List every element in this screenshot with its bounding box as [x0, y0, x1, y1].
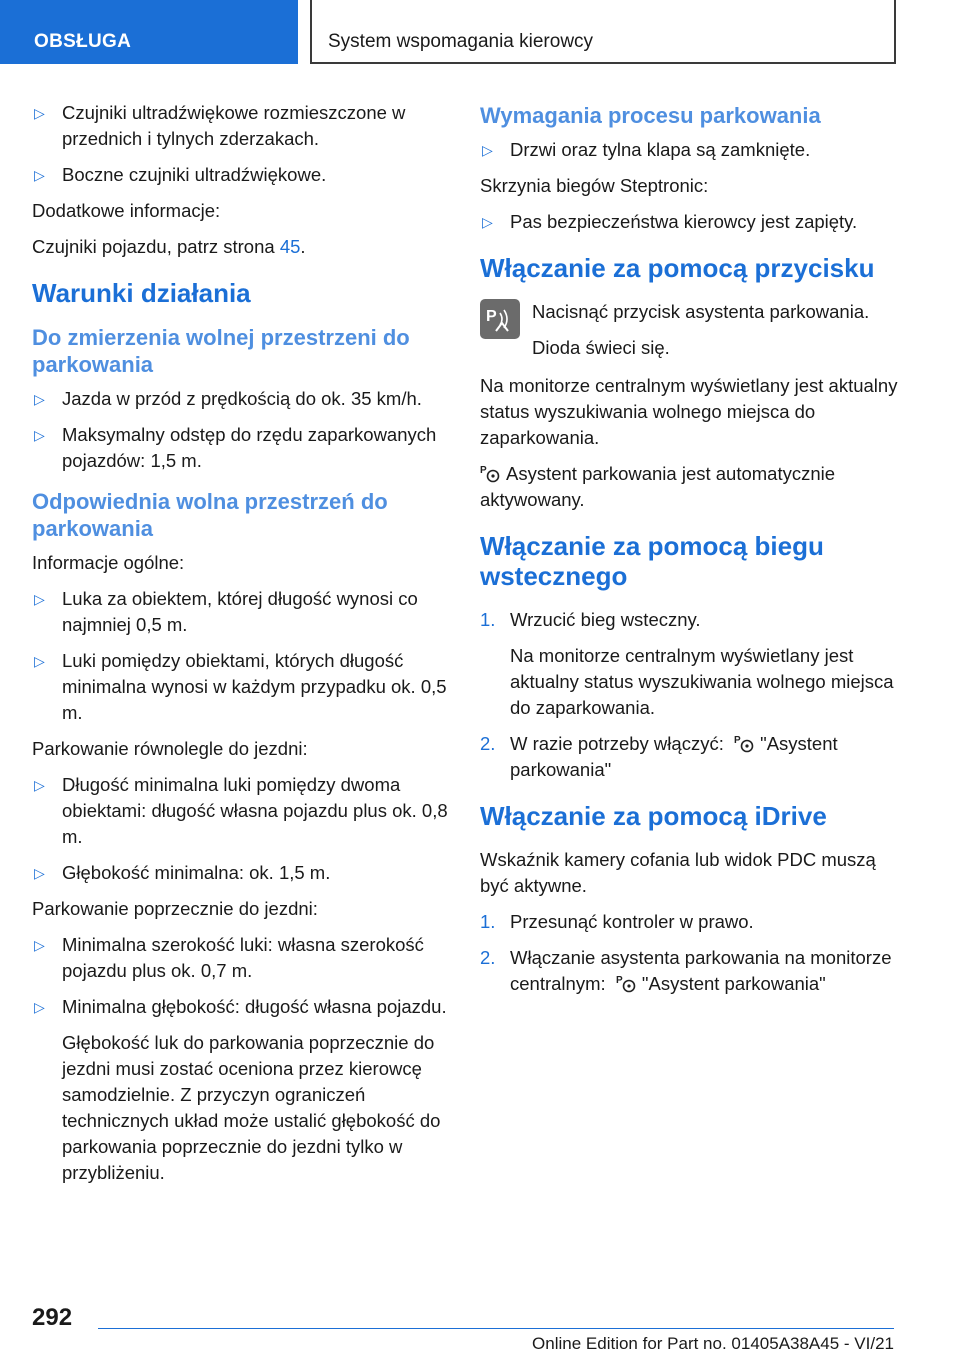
- list-item: 1. Wrzucić bieg wsteczny.: [480, 609, 701, 630]
- monitor-text: Na monitorze centralnym wyświetlany jest aktualny status wyszukiwania wolnego miejsca do zaparkowania.: [480, 375, 898, 448]
- heading-reverse: Włączanie za pomocą biegu wstecznego: [480, 531, 824, 591]
- bullet-triangle-icon: ▷: [34, 937, 45, 953]
- heading-conditions: Warunki działania: [32, 278, 251, 308]
- bullet-triangle-icon: ▷: [34, 999, 45, 1015]
- list-item: ▷ Minimalna głębokość: długość własna pojazdu.: [32, 994, 452, 1020]
- perp-label: Parkowanie poprzecznie do jezdni:: [32, 898, 318, 919]
- list-item: ▷ Pas bezpieczeństwa kierowcy jest zapięty.: [480, 209, 900, 235]
- button-instruction: P Nacisnąć przycisk asystenta parkowania. Dioda świeci się.: [480, 299, 900, 361]
- general-label: Informacje ogólne:: [32, 552, 185, 573]
- list-item: ▷ Luka za obiektem, której długość wynosi co najmniej 0,5 m.: [34, 588, 418, 635]
- parking-assistant-button-icon: [480, 299, 520, 339]
- bullet-triangle-icon: ▷: [34, 777, 45, 793]
- section-tab: OBSŁUGA: [0, 0, 298, 64]
- bullet-triangle-icon: ▷: [34, 865, 45, 881]
- svg-text:P: P: [734, 735, 741, 746]
- bullet-triangle-icon: ▷: [34, 427, 45, 443]
- left-column: [32, 100, 452, 1196]
- parallel-label: Parkowanie równolegle do jezdni:: [32, 738, 308, 759]
- bullet-triangle-icon: ▷: [34, 653, 45, 669]
- bullet-triangle-icon: ▷: [34, 391, 45, 407]
- list-item: 2. W razie potrzeby włączyć: P "Asystent parkowania": [480, 733, 838, 780]
- edition-footer: Online Edition for Part no. 01405A38A45 - VI/21: [532, 1334, 894, 1353]
- bullet-triangle-icon: ▷: [34, 167, 45, 183]
- list-item: 2. Włączanie asystenta parkowania na monitorze centralnym: P "Asystent parkowania": [480, 947, 892, 994]
- svg-text:P: P: [480, 465, 487, 476]
- list-item: ▷ Długość minimalna luki pomiędzy dwoma obiektami: długość własna pojazdu plus ok. 0,8 m.: [34, 774, 448, 847]
- list-item: ▷ Luki pomiędzy obiektami, których długość minimalna wynosi w każdym przypadku ok. 0,5 m.: [34, 650, 447, 723]
- extra-info-label: Dodatkowe informacje:: [32, 200, 221, 221]
- bullet-triangle-icon: ▷: [482, 142, 493, 158]
- page-number: 292: [32, 1304, 73, 1331]
- list-item: ▷ Boczne czujniki ultradźwiękowe.: [32, 162, 452, 188]
- list-item: ▷ Minimalna szerokość luki: własna szerokość pojazdu plus ok. 0,7 m.: [34, 934, 424, 981]
- heading-measure: Do zmierzenia wolnej przestrzeni do parkowania: [32, 325, 410, 377]
- page-link[interactable]: 45: [279, 236, 301, 257]
- list-item: 1. Przesunąć kontroler w prawo.: [480, 911, 754, 932]
- auto-activation: P Asystent parkowania jest automatycznie aktywowany.: [480, 463, 836, 510]
- reverse-step-note: Na monitorze centralnym wyświetlany jest aktualny status wyszukiwania wolnego miejsca do zaparkowania.: [510, 645, 894, 718]
- parking-assistant-icon: [480, 463, 500, 483]
- list-item: ▷ Czujniki ultradźwiękowe rozmieszczone w przednich i tylnych zderzakach.: [34, 102, 406, 149]
- parking-assistant-icon: [616, 973, 636, 993]
- heading-space: Odpowiednia wolna przestrzeń do parkowania: [32, 489, 388, 541]
- right-column: [480, 100, 900, 1007]
- gearbox-label: Skrzynia biegów Steptronic:: [480, 175, 709, 196]
- bullet-triangle-icon: ▷: [482, 214, 493, 230]
- heading-button: Włączanie za pomocą przycisku: [480, 253, 875, 283]
- heading-requirements: Wymagania procesu parkowania: [480, 103, 821, 128]
- parking-assistant-icon: [734, 733, 754, 753]
- sensor-reference: Czujniki pojazdu, patrz strona 45.: [32, 236, 306, 257]
- footer-divider: [98, 1328, 894, 1329]
- chapter-title: System wspomagania kierowcy: [310, 0, 896, 64]
- perp-note: Głębokość luk do parkowania poprzecznie do jezdni musi zostać oceniona przez kierowcę samodzielnie. Z przyczyn ograniczeń technicznych układ może ustalić głębokość do parkowania poprzecznie do jezdni tylko w przybliżeniu.: [62, 1032, 441, 1183]
- list-item: ▷ Maksymalny odstęp do rzędu zaparkowanych pojazdów: 1,5 m.: [34, 424, 437, 471]
- svg-text:P: P: [615, 975, 623, 986]
- bullet-triangle-icon: ▷: [34, 591, 45, 607]
- list-item: ▷ Drzwi oraz tylna klapa są zamknięte.: [480, 137, 900, 163]
- idrive-text: Wskaźnik kamery cofania lub widok PDC muszą być aktywne.: [480, 849, 876, 896]
- list-item: ▷ Jazda w przód z prędkością do ok. 35 km/h.: [32, 386, 452, 412]
- list-item: ▷ Głębokość minimalna: ok. 1,5 m.: [32, 860, 452, 886]
- bullet-triangle-icon: ▷: [34, 105, 45, 121]
- heading-idrive: Włączanie za pomocą iDrive: [480, 801, 827, 831]
- svg-text:P: P: [486, 308, 497, 325]
